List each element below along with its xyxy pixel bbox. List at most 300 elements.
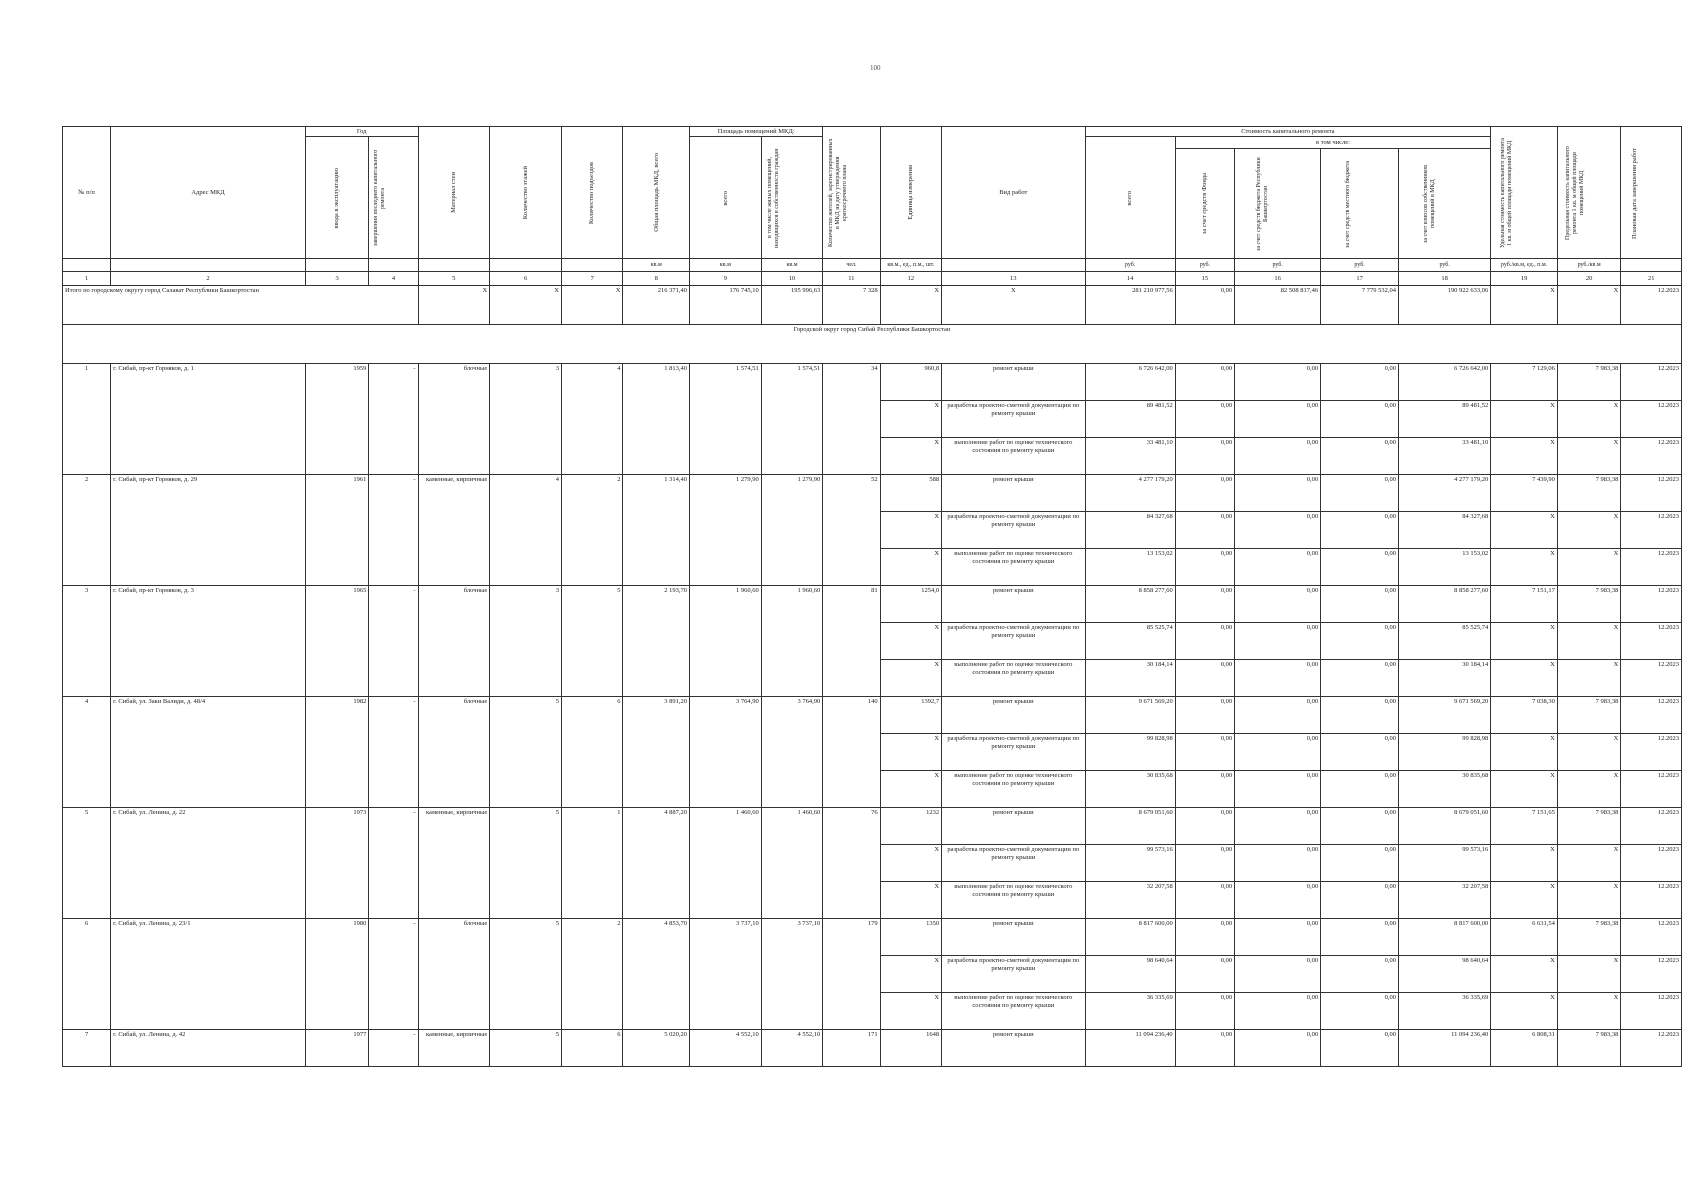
building-last-repair: - xyxy=(369,586,418,697)
header-cost-local xyxy=(1321,149,1399,259)
work-cost-fund: 0,00 xyxy=(1175,808,1234,845)
building-total-area: 4 887,20 xyxy=(623,808,690,919)
work-type: ремонт крыши xyxy=(942,1030,1085,1067)
building-entrances: 1 xyxy=(561,808,622,919)
unit-blank-2 xyxy=(111,259,306,272)
building-wall-material: каменные, кирпичные xyxy=(418,1030,490,1067)
work-cost-fund: 0,00 xyxy=(1175,845,1234,882)
work-cost-republic: 0,00 xyxy=(1235,401,1321,438)
work-date: 12.2023 xyxy=(1621,697,1682,734)
building-floors: 3 xyxy=(490,586,562,697)
unit-area-owned: кв.м xyxy=(761,259,822,272)
work-date: 12.2023 xyxy=(1621,475,1682,512)
table-row xyxy=(63,586,1682,623)
header-floors-text: Количество этажей xyxy=(521,166,529,220)
total-max-cost: X xyxy=(1557,286,1621,325)
header-residents xyxy=(823,127,880,259)
building-year: 1965 xyxy=(305,586,369,697)
unit-cost-local: руб. xyxy=(1321,259,1399,272)
work-unit-cost: X xyxy=(1491,734,1558,771)
work-cost-total: 98 640,64 xyxy=(1085,956,1175,993)
column-index-cell: 8 xyxy=(623,272,690,286)
work-cost-local: 0,00 xyxy=(1321,586,1399,623)
work-cost-republic: 0,00 xyxy=(1235,475,1321,512)
work-cost-total: 8 817 600,00 xyxy=(1085,919,1175,956)
work-cost-fund: 0,00 xyxy=(1175,475,1234,512)
work-max-cost: X xyxy=(1557,549,1621,586)
unit-measure: кв.м., ед., п.м., шт. xyxy=(880,259,941,272)
building-residents: 171 xyxy=(823,1030,880,1067)
work-type: разработка проектно-сметной документации по ремонту крыши xyxy=(942,401,1085,438)
work-cost-owners: 32 207,58 xyxy=(1399,882,1491,919)
work-type: разработка проектно-сметной документации по ремонту крыши xyxy=(942,623,1085,660)
work-type: выполнение работ по оценке технического состояния по ремонту крыши xyxy=(942,549,1085,586)
work-unit-cost: X xyxy=(1491,438,1558,475)
work-cost-total: 32 207,58 xyxy=(1085,882,1175,919)
work-cost-republic: 0,00 xyxy=(1235,364,1321,401)
unit-blank-21 xyxy=(1621,259,1682,272)
building-entrances: 5 xyxy=(561,586,622,697)
total-cost-fund: 0,00 xyxy=(1175,286,1234,325)
work-max-cost: X xyxy=(1557,660,1621,697)
header-num: № п/п xyxy=(63,127,111,259)
column-index-cell: 9 xyxy=(690,272,762,286)
building-last-repair: - xyxy=(369,919,418,1030)
work-date: 12.2023 xyxy=(1621,660,1682,697)
work-quantity: X xyxy=(880,401,941,438)
work-cost-owners: 30 835,68 xyxy=(1399,771,1491,808)
work-cost-republic: 0,00 xyxy=(1235,697,1321,734)
building-address: г. Сибай, ул. Ленина, д. 42 xyxy=(111,1030,306,1067)
header-cost-local-text: за счет средств местного бюджета xyxy=(1344,160,1351,248)
work-cost-local: 0,00 xyxy=(1321,623,1399,660)
building-address: г. Сибай, пр-кт Горняков, д. 1 xyxy=(111,364,306,475)
work-cost-fund: 0,00 xyxy=(1175,919,1234,956)
header-cost-owners-text: за счет взносов собственников помещений в МКД xyxy=(1422,164,1436,243)
column-index-cell: 16 xyxy=(1235,272,1321,286)
work-cost-republic: 0,00 xyxy=(1235,1030,1321,1067)
header-unit-text: Единица измерения xyxy=(907,165,915,221)
building-number: 7 xyxy=(63,1030,111,1067)
building-wall-material: блочные xyxy=(418,919,490,1030)
header-unit-cost-text: Удельная стоимость капитального ремонта 1 кв. м общей площади помещений МКД xyxy=(1500,137,1513,248)
header-wall-material xyxy=(418,127,490,259)
work-quantity: X xyxy=(880,549,941,586)
column-index-cell: 10 xyxy=(761,272,822,286)
building-address: г. Сибай, ул. Ленина, д. 23/1 xyxy=(111,919,306,1030)
header-plan-date-text: Плановая дата завершения работ xyxy=(1631,147,1639,239)
work-cost-republic: 0,00 xyxy=(1235,956,1321,993)
header-year-last-repair-text: завершения последнего капитального ремонта xyxy=(373,149,387,247)
work-unit-cost: X xyxy=(1491,882,1558,919)
work-date: 12.2023 xyxy=(1621,734,1682,771)
building-year: 1973 xyxy=(305,808,369,919)
work-cost-total: 89 481,52 xyxy=(1085,401,1175,438)
building-total-area: 3 891,20 xyxy=(623,697,690,808)
work-unit-cost: X xyxy=(1491,512,1558,549)
work-cost-total: 36 335,69 xyxy=(1085,993,1175,1030)
building-number: 4 xyxy=(63,697,111,808)
header-total-area-text: Общая площадь МКД, всего xyxy=(652,153,660,233)
unit-blank-4 xyxy=(369,259,418,272)
total-cost-republic: 82 508 817,46 xyxy=(1235,286,1321,325)
work-cost-owners: 8 858 277,60 xyxy=(1399,586,1491,623)
work-date: 12.2023 xyxy=(1621,623,1682,660)
column-index-cell: 17 xyxy=(1321,272,1399,286)
work-max-cost: X xyxy=(1557,882,1621,919)
work-type: ремонт крыши xyxy=(942,808,1085,845)
building-residents: 179 xyxy=(823,919,880,1030)
work-type: разработка проектно-сметной документации по ремонту крыши xyxy=(942,956,1085,993)
work-cost-owners: 13 153,02 xyxy=(1399,549,1491,586)
work-date: 12.2023 xyxy=(1621,956,1682,993)
unit-residents: чел. xyxy=(823,259,880,272)
work-unit-cost: 6 631,54 xyxy=(1491,919,1558,956)
work-type: ремонт крыши xyxy=(942,697,1085,734)
work-cost-fund: 0,00 xyxy=(1175,956,1234,993)
work-cost-owners: 6 726 642,00 xyxy=(1399,364,1491,401)
header-area-total xyxy=(690,137,762,259)
building-entrances: 2 xyxy=(561,475,622,586)
header-year-last-repair xyxy=(369,137,418,259)
work-cost-local: 0,00 xyxy=(1321,845,1399,882)
work-cost-owners: 99 573,16 xyxy=(1399,845,1491,882)
unit-blank-3 xyxy=(305,259,369,272)
work-max-cost: X xyxy=(1557,438,1621,475)
building-number: 3 xyxy=(63,586,111,697)
header-address: Адрес МКД xyxy=(111,127,306,259)
building-last-repair: - xyxy=(369,808,418,919)
work-cost-fund: 0,00 xyxy=(1175,364,1234,401)
work-max-cost: X xyxy=(1557,623,1621,660)
work-date: 12.2023 xyxy=(1621,438,1682,475)
header-max-cost xyxy=(1557,127,1621,259)
column-index-cell: 18 xyxy=(1399,272,1491,286)
work-cost-local: 0,00 xyxy=(1321,364,1399,401)
work-cost-owners: 4 277 179,20 xyxy=(1399,475,1491,512)
total-area-total: 176 745,10 xyxy=(690,286,762,325)
header-cost-fund xyxy=(1175,149,1234,259)
unit-cost-fund: руб. xyxy=(1175,259,1234,272)
work-date: 12.2023 xyxy=(1621,845,1682,882)
work-cost-republic: 0,00 xyxy=(1235,993,1321,1030)
work-cost-fund: 0,00 xyxy=(1175,697,1234,734)
repair-plan-table xyxy=(62,126,1682,1067)
header-entrances xyxy=(561,127,622,259)
header-area-group: Площадь помещений МКД: xyxy=(690,127,823,137)
total-cost-local: 7 779 532,04 xyxy=(1321,286,1399,325)
building-area-owned: 3 737,10 xyxy=(761,919,822,1030)
table-row xyxy=(63,919,1682,956)
work-cost-owners: 84 327,68 xyxy=(1399,512,1491,549)
building-wall-material: каменные, кирпичные xyxy=(418,475,490,586)
work-date: 12.2023 xyxy=(1621,1030,1682,1067)
unit-total-area: кв.м xyxy=(623,259,690,272)
column-index-cell: 7 xyxy=(561,272,622,286)
work-cost-total: 9 671 569,20 xyxy=(1085,697,1175,734)
building-year: 1977 xyxy=(305,1030,369,1067)
work-cost-local: 0,00 xyxy=(1321,660,1399,697)
total-cost-owners: 190 922 633,06 xyxy=(1399,286,1491,325)
work-cost-republic: 0,00 xyxy=(1235,919,1321,956)
unit-blank-13 xyxy=(942,259,1085,272)
building-area-total: 3 737,10 xyxy=(690,919,762,1030)
work-unit-cost: X xyxy=(1491,845,1558,882)
table-row xyxy=(63,364,1682,401)
work-cost-republic: 0,00 xyxy=(1235,512,1321,549)
building-floors: 5 xyxy=(490,808,562,919)
unit-unit-cost: руб./кв.м, ед., п.м. xyxy=(1491,259,1558,272)
building-floors: 4 xyxy=(490,475,562,586)
work-unit-cost: X xyxy=(1491,956,1558,993)
work-max-cost: 7 983,38 xyxy=(1557,697,1621,734)
building-entrances: 4 xyxy=(561,364,622,475)
building-total-area: 4 853,70 xyxy=(623,919,690,1030)
header-cost-republic-text: за счет средств бюджета Республики Башкортостан xyxy=(1255,157,1269,251)
total-area-owned: 195 996,63 xyxy=(761,286,822,325)
header-residents-text: Количество жителей, зарегистрированных в МКД на дату утверждения краткосрочного плана xyxy=(828,138,849,248)
total-area: 216 371,40 xyxy=(623,286,690,325)
work-cost-owners: 85 525,74 xyxy=(1399,623,1491,660)
work-quantity: X xyxy=(880,734,941,771)
building-total-area: 5 020,20 xyxy=(623,1030,690,1067)
building-address: г. Сибай, ул. Заки Валиди, д. 48/4 xyxy=(111,697,306,808)
work-quantity: X xyxy=(880,882,941,919)
work-cost-republic: 0,00 xyxy=(1235,845,1321,882)
work-type: ремонт крыши xyxy=(942,475,1085,512)
work-quantity: 1392,7 xyxy=(880,697,941,734)
work-date: 12.2023 xyxy=(1621,401,1682,438)
work-unit-cost: 7 129,06 xyxy=(1491,364,1558,401)
table-body xyxy=(63,272,1682,1067)
work-quantity: 960,8 xyxy=(880,364,941,401)
unit-cost-republic: руб. xyxy=(1235,259,1321,272)
header-year-commission xyxy=(305,137,369,259)
work-cost-fund: 0,00 xyxy=(1175,734,1234,771)
work-max-cost: 7 983,38 xyxy=(1557,364,1621,401)
work-cost-total: 85 525,74 xyxy=(1085,623,1175,660)
header-cost-group: Стоимость капитального ремонта xyxy=(1085,127,1491,137)
building-last-repair: - xyxy=(369,475,418,586)
work-unit-cost: X xyxy=(1491,623,1558,660)
header-cost-fund-text: за счет средств Фонда xyxy=(1201,173,1209,235)
work-cost-total: 99 828,98 xyxy=(1085,734,1175,771)
work-type: ремонт крыши xyxy=(942,364,1085,401)
building-area-owned: 1 960,60 xyxy=(761,586,822,697)
work-cost-local: 0,00 xyxy=(1321,993,1399,1030)
work-date: 12.2023 xyxy=(1621,512,1682,549)
column-index-row xyxy=(63,272,1682,286)
column-index-cell: 3 xyxy=(305,272,369,286)
work-quantity: X xyxy=(880,660,941,697)
work-unit-cost: X xyxy=(1491,549,1558,586)
column-index-cell: 4 xyxy=(369,272,418,286)
building-wall-material: блочные xyxy=(418,586,490,697)
work-quantity: X xyxy=(880,438,941,475)
column-index-cell: 11 xyxy=(823,272,880,286)
work-unit-cost: 6 808,31 xyxy=(1491,1030,1558,1067)
unit-cost-owners: руб. xyxy=(1399,259,1491,272)
work-cost-republic: 0,00 xyxy=(1235,734,1321,771)
work-cost-owners: 30 184,14 xyxy=(1399,660,1491,697)
column-index-cell: 21 xyxy=(1621,272,1682,286)
work-type: выполнение работ по оценке технического состояния по ремонту крыши xyxy=(942,771,1085,808)
work-cost-local: 0,00 xyxy=(1321,808,1399,845)
building-area-owned: 4 552,10 xyxy=(761,1030,822,1067)
unit-blank-7 xyxy=(561,259,622,272)
work-cost-owners: 36 335,69 xyxy=(1399,993,1491,1030)
header-max-cost-text: Предельная стоимость капитального ремонта 1 кв. м общей площади помещений МКД xyxy=(1565,145,1585,240)
header-area-total-text: всего xyxy=(721,190,729,206)
repair-plan-sheet xyxy=(62,126,1682,1067)
work-cost-fund: 0,00 xyxy=(1175,438,1234,475)
work-type: ремонт крыши xyxy=(942,586,1085,623)
header-cost-total xyxy=(1085,137,1175,259)
work-cost-fund: 0,00 xyxy=(1175,623,1234,660)
unit-blank-6 xyxy=(490,259,562,272)
work-cost-republic: 0,00 xyxy=(1235,438,1321,475)
work-cost-republic: 0,00 xyxy=(1235,623,1321,660)
building-residents: 81 xyxy=(823,586,880,697)
work-max-cost: 7 983,38 xyxy=(1557,1030,1621,1067)
building-residents: 52 xyxy=(823,475,880,586)
building-address: г. Сибай, пр-кт Горняков, д. 29 xyxy=(111,475,306,586)
work-cost-total: 30 835,68 xyxy=(1085,771,1175,808)
work-cost-local: 0,00 xyxy=(1321,438,1399,475)
total-date: 12.2023 xyxy=(1621,286,1682,325)
work-type: выполнение работ по оценке технического состояния по ремонту крыши xyxy=(942,438,1085,475)
work-cost-total: 33 481,10 xyxy=(1085,438,1175,475)
work-cost-republic: 0,00 xyxy=(1235,660,1321,697)
column-index-cell: 13 xyxy=(942,272,1085,286)
unit-blank-5 xyxy=(418,259,490,272)
work-cost-total: 84 327,68 xyxy=(1085,512,1175,549)
work-cost-total: 4 277 179,20 xyxy=(1085,475,1175,512)
total-work: X xyxy=(942,286,1085,325)
work-cost-fund: 0,00 xyxy=(1175,771,1234,808)
work-unit-cost: X xyxy=(1491,660,1558,697)
work-quantity: X xyxy=(880,956,941,993)
work-max-cost: 7 983,38 xyxy=(1557,586,1621,623)
building-floors: 5 xyxy=(490,919,562,1030)
building-area-owned: 3 764,90 xyxy=(761,697,822,808)
column-index-cell: 1 xyxy=(63,272,111,286)
section-row xyxy=(63,325,1682,364)
work-cost-republic: 0,00 xyxy=(1235,882,1321,919)
work-type: разработка проектно-сметной документации по ремонту крыши xyxy=(942,734,1085,771)
work-cost-republic: 0,00 xyxy=(1235,771,1321,808)
column-index-cell: 14 xyxy=(1085,272,1175,286)
total-label: Итого по городскому округу город Салават Республики Башкортостан xyxy=(63,286,419,325)
work-quantity: 1350 xyxy=(880,919,941,956)
work-max-cost: X xyxy=(1557,845,1621,882)
building-wall-material: блочные xyxy=(418,697,490,808)
header-cost-owners xyxy=(1399,149,1491,259)
work-cost-fund: 0,00 xyxy=(1175,586,1234,623)
work-unit-cost: 7 038,30 xyxy=(1491,697,1558,734)
work-max-cost: X xyxy=(1557,401,1621,438)
building-number: 6 xyxy=(63,919,111,1030)
work-cost-owners: 8 817 600,00 xyxy=(1399,919,1491,956)
section-title: Городской округ город Сибай Республики Башкортостан xyxy=(63,325,1682,364)
work-date: 12.2023 xyxy=(1621,919,1682,956)
work-type: разработка проектно-сметной документации по ремонту крыши xyxy=(942,845,1085,882)
total-unit: X xyxy=(880,286,941,325)
building-entrances: 6 xyxy=(561,1030,622,1067)
work-cost-local: 0,00 xyxy=(1321,734,1399,771)
unit-cost-total: руб. xyxy=(1085,259,1175,272)
work-cost-owners: 99 828,98 xyxy=(1399,734,1491,771)
work-max-cost: X xyxy=(1557,956,1621,993)
column-index-cell: 19 xyxy=(1491,272,1558,286)
work-cost-total: 6 726 642,00 xyxy=(1085,364,1175,401)
table-row xyxy=(63,697,1682,734)
work-type: выполнение работ по оценке технического состояния по ремонту крыши xyxy=(942,882,1085,919)
building-total-area: 2 193,70 xyxy=(623,586,690,697)
building-year: 1980 xyxy=(305,919,369,1030)
work-max-cost: 7 983,38 xyxy=(1557,475,1621,512)
work-cost-owners: 89 481,52 xyxy=(1399,401,1491,438)
work-quantity: X xyxy=(880,623,941,660)
work-quantity: 1648 xyxy=(880,1030,941,1067)
work-cost-republic: 0,00 xyxy=(1235,586,1321,623)
building-area-total: 1 574,51 xyxy=(690,364,762,475)
unit-area-total: кв.м xyxy=(690,259,762,272)
work-max-cost: X xyxy=(1557,993,1621,1030)
work-max-cost: X xyxy=(1557,512,1621,549)
building-year: 1961 xyxy=(305,475,369,586)
work-date: 12.2023 xyxy=(1621,882,1682,919)
building-floors: 5 xyxy=(490,697,562,808)
work-cost-total: 8 858 277,60 xyxy=(1085,586,1175,623)
work-date: 12.2023 xyxy=(1621,993,1682,1030)
building-area-total: 1 460,60 xyxy=(690,808,762,919)
building-entrances: 6 xyxy=(561,697,622,808)
building-last-repair: - xyxy=(369,697,418,808)
building-wall-material: каменные, кирпичные xyxy=(418,808,490,919)
work-cost-local: 0,00 xyxy=(1321,549,1399,586)
column-index-cell: 12 xyxy=(880,272,941,286)
table-row xyxy=(63,475,1682,512)
work-cost-fund: 0,00 xyxy=(1175,1030,1234,1067)
unit-max-cost: руб./кв.м xyxy=(1557,259,1621,272)
work-date: 12.2023 xyxy=(1621,364,1682,401)
work-cost-total: 99 573,16 xyxy=(1085,845,1175,882)
header-cost-incl: в том числе: xyxy=(1175,137,1491,149)
work-cost-total: 13 153,02 xyxy=(1085,549,1175,586)
building-year: 1959 xyxy=(305,364,369,475)
header-cost-republic xyxy=(1235,149,1321,259)
building-number: 2 xyxy=(63,475,111,586)
work-unit-cost: X xyxy=(1491,771,1558,808)
work-type: выполнение работ по оценке технического состояния по ремонту крыши xyxy=(942,993,1085,1030)
header-area-owned-text: в том числе жилых помещений, находящихся в собственности граждан xyxy=(766,148,780,248)
building-number: 5 xyxy=(63,808,111,919)
work-cost-fund: 0,00 xyxy=(1175,993,1234,1030)
total-row xyxy=(63,286,1682,325)
work-cost-local: 0,00 xyxy=(1321,1030,1399,1067)
work-cost-total: 11 094 236,40 xyxy=(1085,1030,1175,1067)
work-max-cost: 7 983,38 xyxy=(1557,808,1621,845)
building-area-total: 3 764,90 xyxy=(690,697,762,808)
column-index-cell: 5 xyxy=(418,272,490,286)
work-cost-owners: 11 094 236,40 xyxy=(1399,1030,1491,1067)
work-cost-owners: 8 679 051,60 xyxy=(1399,808,1491,845)
building-area-total: 1 960,60 xyxy=(690,586,762,697)
building-residents: 34 xyxy=(823,364,880,475)
work-cost-local: 0,00 xyxy=(1321,956,1399,993)
work-max-cost: X xyxy=(1557,734,1621,771)
